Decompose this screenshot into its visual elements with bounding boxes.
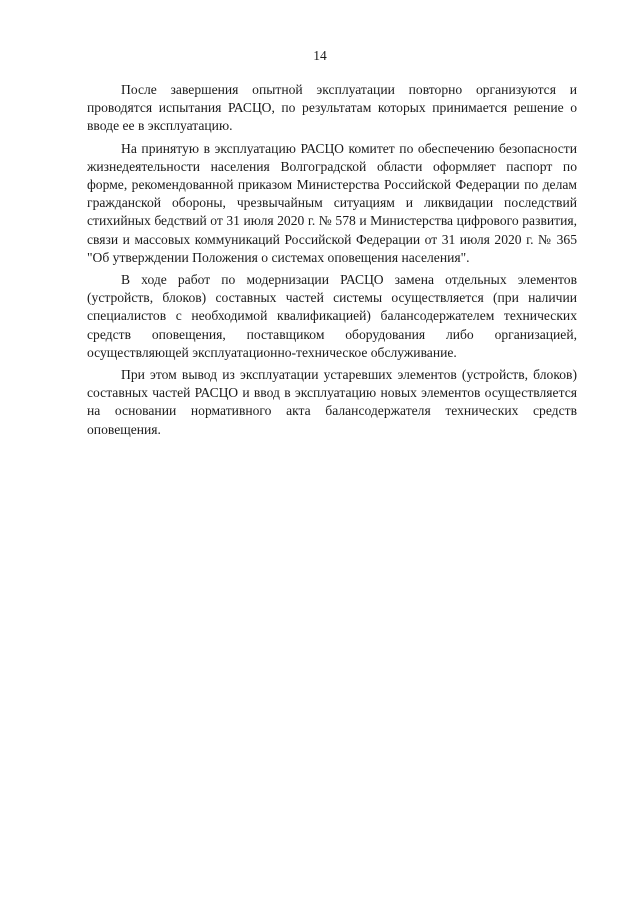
paragraph-passport: На принятую в эксплуатацию РАСЦО комитет по обеспечению безопасности жизнедеятельности населения Волгоградской области оформляет паспорт по форме, рекомендованной приказом Министерства Российской Федерации по делам гражданской обороны, чрезвычайным ситуациям и ликвидации последствий стихийных бедствий от 31 июля 2020 г. № 578 и Министерства цифрового развития, связи и массовых коммуникаций Российской Федерации от 31 июля 2020 г. № 365 "Об утверждении Положения о системах оповещения населения".: [87, 140, 577, 265]
paragraph-trial-operation: После завершения опытной эксплуатации повторно организуются и проводятся испытания РАСЦО, по результатам которых принимается решение о вводе ее в эксплуатацию.: [87, 82, 577, 134]
paragraph-decommissioning: При этом вывод из эксплуатации устаревших элементов (устройств, блоков) составных частей РАСЦО и ввод в эксплуатацию новых элементов осуществляется на основании нормативного акта балансодержателя технических средств оповещения.: [87, 367, 577, 437]
page-number: 14: [313, 48, 327, 63]
paragraph-modernization: В ходе работ по модернизации РАСЦО замена отдельных элементов (устройств, блоков) составных частей системы осуществляется (при наличии специалистов с необходимой квалификацией) балансодержателем технических средств оповещения, поставщиком оборудования либо организацией, осуществляющей эксплуатационно-техническое обслуживание.: [87, 272, 577, 360]
document-body: [87, 81, 577, 439]
